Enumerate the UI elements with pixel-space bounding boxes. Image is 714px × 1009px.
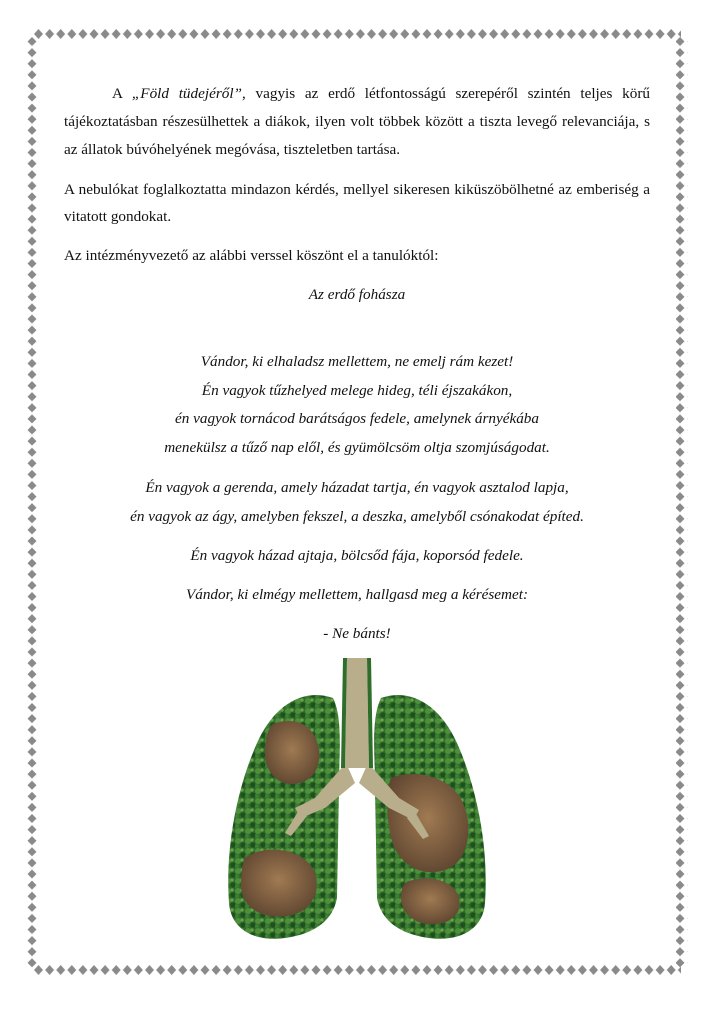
poem-line-3: Én vagyok házad ajtaja, bölcsőd fája, koporsód fedele. xyxy=(190,547,524,564)
poem-line: Én vagyok a gerenda, amely házadat tartja, én vagyok asztalod lapja, xyxy=(145,479,569,496)
poem-line-5: - Ne bánts! xyxy=(323,625,391,642)
poem-stanza-1 xyxy=(64,348,650,462)
forest-lungs-illustration xyxy=(215,658,500,950)
intro-paragraph-2: A nebulókat foglalkoztatta mindazon kérdés, mellyel sikeresen kiküszöbölhetné az emberiség a vitatott gondokat. xyxy=(64,181,650,225)
intro-paragraph-1 xyxy=(64,80,650,164)
right-lung xyxy=(374,695,486,939)
intro-p1-rest: , vagyis az erdő létfontosságú szerepéről szintén teljes körű tájékoztatásban részesülhettek a diákok, ilyen volt többek között a tiszta levegő relevanciája, s az állatok búvóhelyének megóvása, tiszteletben tartása. xyxy=(64,85,650,158)
poem-line: Vándor, ki elhaladsz mellettem, ne emelj rám kezet! xyxy=(200,353,514,370)
poem-line: én vagyok az ágy, amelyben fekszel, a deszka, amelyből csónakodat építed. xyxy=(130,507,584,525)
poem-line-4: Vándor, ki elmégy mellettem, hallgasd meg a kérésemet: xyxy=(185,586,529,603)
poem-title: Az erdő fohásza xyxy=(308,286,406,303)
poem-line: menekülsz a tűző nap elől, és gyümölcsöm oltja szomjúságodat. xyxy=(164,438,550,456)
intro-paragraph-3: Az intézményvezető az alábbi verssel köszönt el a tanulóktól: xyxy=(64,247,439,264)
poem-line: Én vagyok tűzhelyed melege hideg, téli éjszakákon, xyxy=(201,381,513,399)
left-lung xyxy=(228,695,340,939)
poem xyxy=(64,281,650,648)
document-body xyxy=(64,80,650,648)
poem-stanza-2 xyxy=(64,474,650,531)
intro-p1-start: A xyxy=(112,85,132,102)
intro-p1-title: „Föld tüdejéről” xyxy=(131,85,242,102)
poem-line: én vagyok tornácod barátságos fedele, amelynek árnyékába xyxy=(175,410,539,427)
